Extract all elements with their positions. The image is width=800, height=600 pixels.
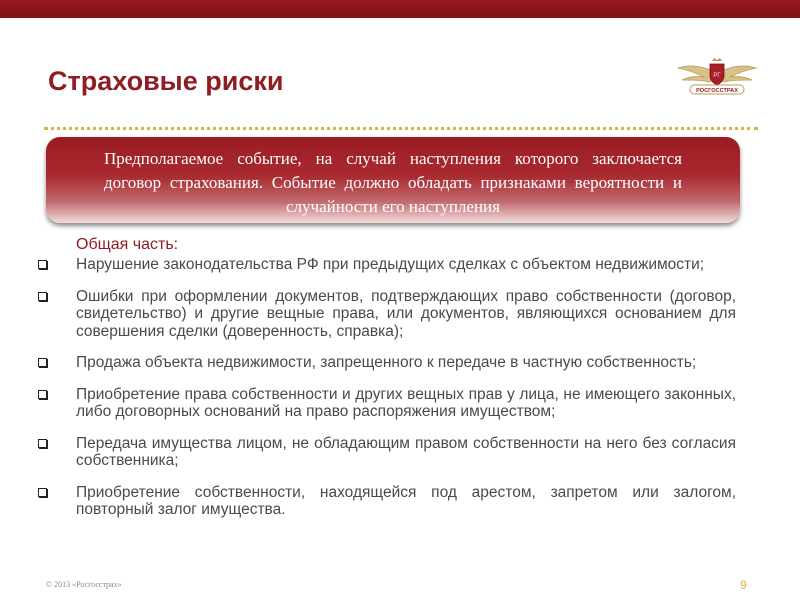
eagle-emblem-icon (676, 56, 758, 100)
logo-text: РОСГОССТРАХ (696, 88, 738, 94)
risk-text: Продажа объекта недвижимости, запрещенного к передаче в частную собственность; (76, 354, 697, 371)
checkbox-bullet-icon (38, 358, 47, 367)
checkbox-bullet-icon (38, 260, 47, 269)
slide-title: Страховые риски (48, 66, 284, 96)
rosgosstrakh-logo (676, 56, 758, 100)
dotted-divider (44, 127, 758, 130)
list-item (36, 435, 736, 470)
risk-text: Нарушение законодательства РФ при предыдущих сделках с объектом недвижимости; (76, 256, 705, 273)
footer-copyright: © 2013 «Росгосстрах» (46, 580, 122, 589)
list-item (36, 288, 736, 341)
checkbox-bullet-icon (38, 292, 47, 301)
list-item (36, 386, 736, 421)
svg-text:РГ: РГ (713, 73, 721, 79)
risk-list (36, 256, 736, 519)
definition-text: Предполагаемое событие, на случай наступления которого заключается договор страхования. Событие должно обладать признаками вероятности и случайности его наступления (104, 149, 682, 216)
section-heading: Общая часть: (76, 236, 179, 253)
checkbox-bullet-icon (38, 488, 47, 497)
list-item (36, 256, 736, 274)
risk-text: Приобретение собственности, находящейся под арестом, запретом или залогом, повторный залог имущества. (76, 483, 736, 518)
risk-text: Приобретение права собственности и других вещных прав у лица, не имеющего законных, либо договорных оснований на право распоряжения имуществом; (76, 385, 736, 420)
list-item (36, 484, 736, 519)
risk-text: Ошибки при оформлении документов, подтверждающих право собственности (договор, свидетельство) и другие вещные права, или документов, являющихся основанием для совершения сделки (доверенность, справка); (76, 287, 736, 340)
risk-text: Передача имущества лицом, не обладающим правом собственности на него без согласия собственника; (76, 434, 736, 469)
page-number: 9 (740, 578, 747, 592)
top-brand-bar (0, 0, 800, 18)
list-item (36, 354, 736, 372)
checkbox-bullet-icon (38, 390, 47, 399)
definition-callout (46, 137, 740, 223)
checkbox-bullet-icon (38, 439, 47, 448)
